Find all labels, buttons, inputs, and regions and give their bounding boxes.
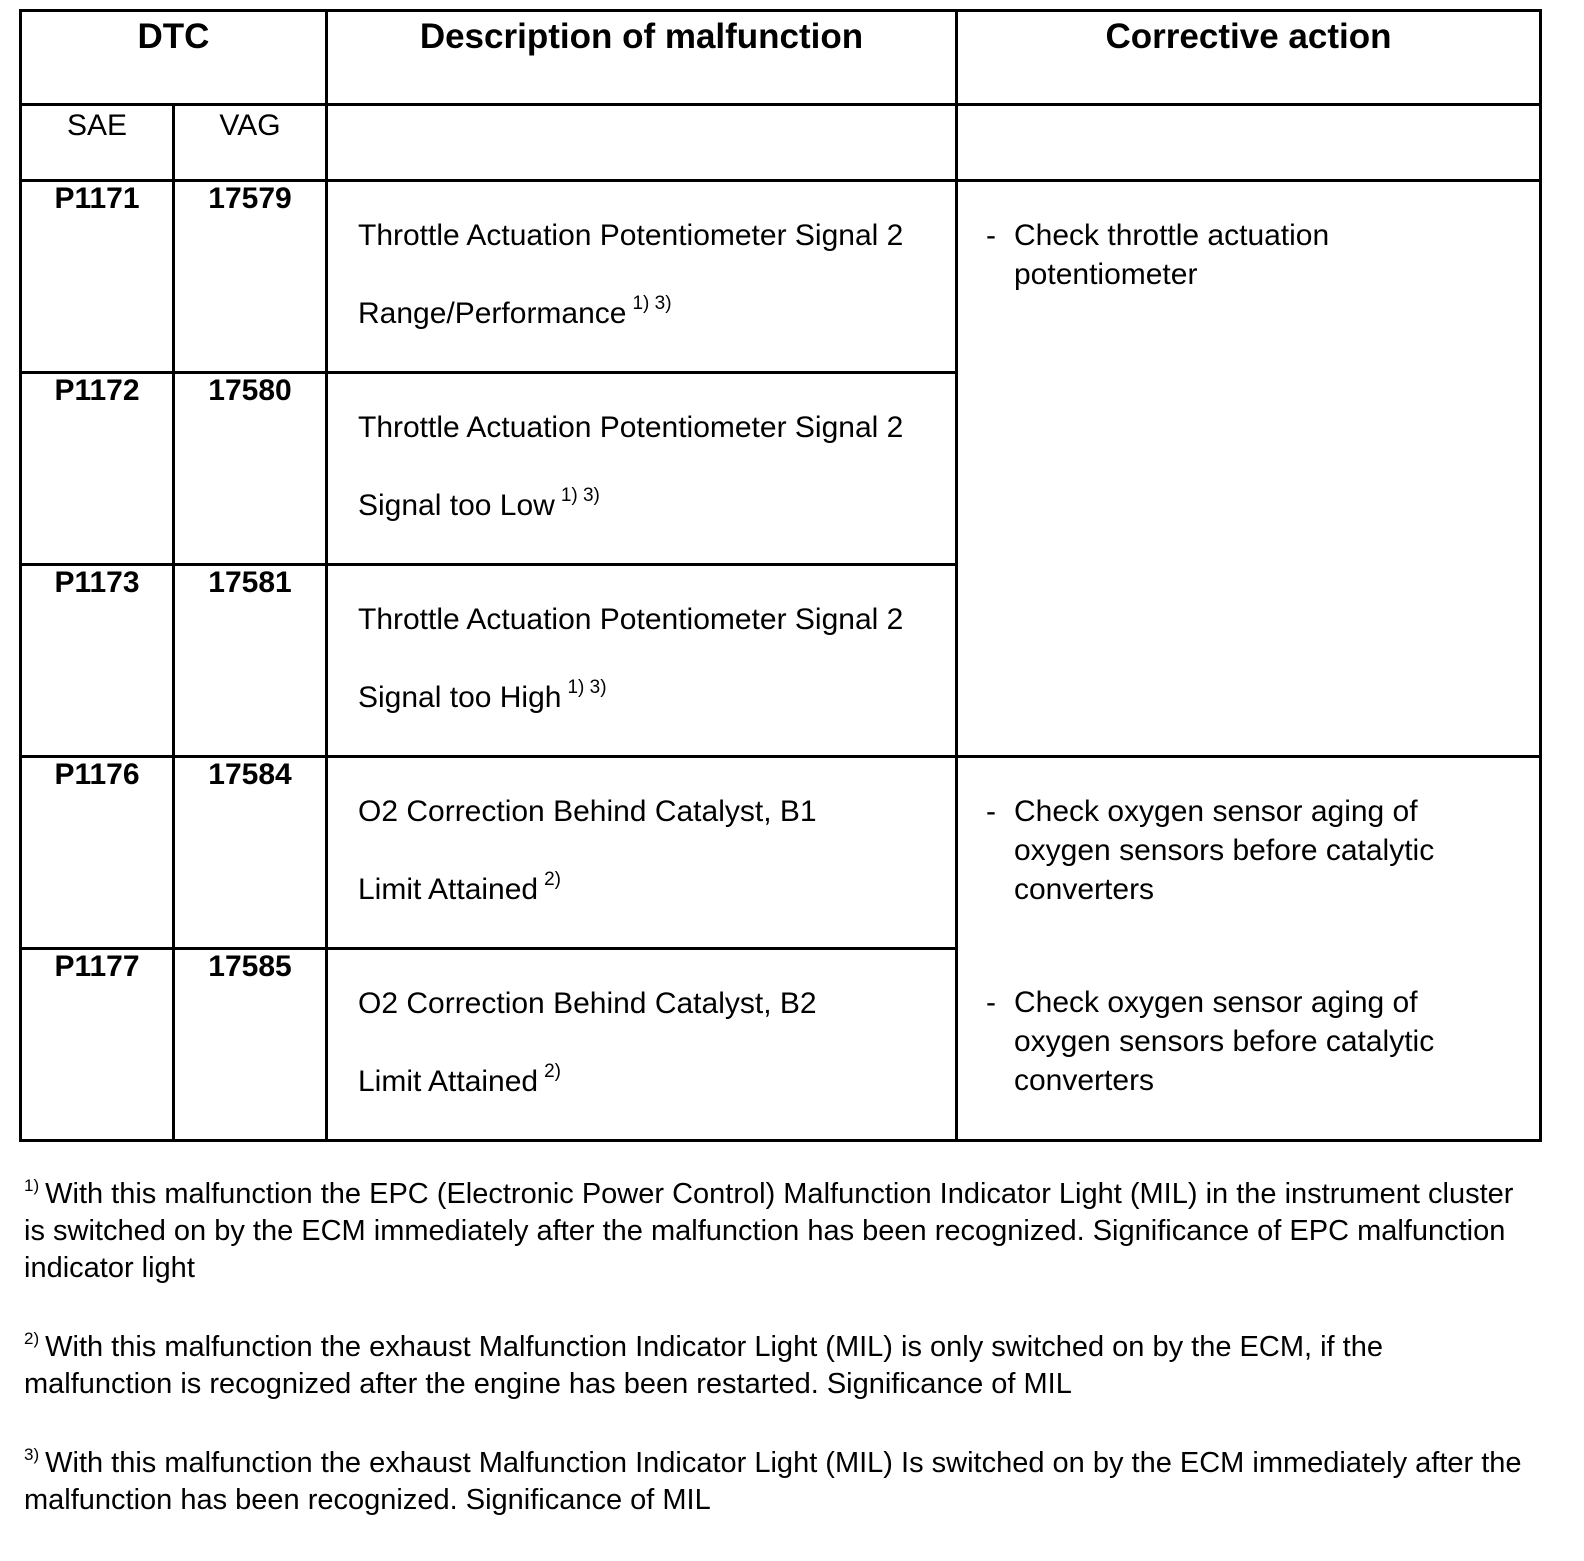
table-row	[21, 181, 1541, 373]
footnote-mark: 3)	[24, 1445, 40, 1464]
action-text: Check oxygen sensor aging of oxygen sensors before catalytic converters	[1014, 986, 1435, 1097]
sae-code-cell: P1173	[21, 565, 174, 757]
description-line2: Limit Attained	[358, 1065, 539, 1098]
footnote-mark: 1)	[24, 1176, 40, 1195]
footnotes	[24, 1176, 1524, 1561]
description-cell	[327, 565, 957, 757]
footnote-1	[24, 1176, 1524, 1287]
footnote-text: With this malfunction the exhaust Malfunction Indicator Light (MIL) is only switched on by the ECM, if the malfunction is recognized after the engine has been restarted. Significance of MIL	[24, 1331, 1383, 1400]
vag-code-cell: 17585	[174, 949, 327, 1141]
sae-code-cell: P1172	[21, 373, 174, 565]
subheader-vag: VAG	[174, 105, 327, 181]
description-line1: Throttle Actuation Potentiometer Signal 2	[358, 219, 904, 252]
action-cell-oxygen	[957, 757, 1541, 1141]
footnote-text: With this malfunction the exhaust Malfunction Indicator Light (MIL) Is switched on by the ECM immediately after the malfunction has been recognized. Significance of MIL	[24, 1447, 1522, 1516]
vag-code-cell: 17579	[174, 181, 327, 373]
vag-code-cell: 17581	[174, 565, 327, 757]
header-description: Description of malfunction	[327, 11, 957, 105]
footnote-3	[24, 1445, 1524, 1519]
description-cell	[327, 757, 957, 949]
footnote-ref: 2)	[544, 1061, 562, 1082]
description-line1: O2 Correction Behind Catalyst, B2	[358, 987, 817, 1020]
bullet-dash: -	[986, 986, 996, 1019]
description-cell	[327, 181, 957, 373]
footnote-ref: 1) 3)	[567, 677, 607, 698]
subheader-empty-description	[327, 105, 957, 181]
dtc-table	[19, 9, 1542, 1142]
description-cell	[327, 949, 957, 1141]
header-corrective-action: Corrective action	[957, 11, 1541, 105]
sae-code-cell: P1171	[21, 181, 174, 373]
header-dtc: DTC	[21, 11, 327, 105]
subheader-row	[21, 105, 1541, 181]
vag-code-cell: 17580	[174, 373, 327, 565]
footnote-ref: 1) 3)	[632, 293, 672, 314]
description-line2: Signal too High	[358, 681, 562, 714]
action-text: Check throttle actuation potentiometer	[1014, 219, 1330, 291]
header-row	[21, 11, 1541, 105]
description-line2: Range/Performance	[358, 297, 627, 330]
action-cell-throttle	[957, 181, 1541, 757]
subheader-sae: SAE	[21, 105, 174, 181]
footnote-ref: 1) 3)	[560, 485, 600, 506]
bullet-dash: -	[986, 219, 996, 252]
vag-code-cell: 17584	[174, 757, 327, 949]
footnote-2	[24, 1329, 1524, 1403]
table-row	[21, 757, 1541, 949]
subheader-empty-action	[957, 105, 1541, 181]
description-line1: O2 Correction Behind Catalyst, B1	[358, 795, 817, 828]
description-line1: Throttle Actuation Potentiometer Signal 2	[358, 603, 904, 636]
description-line2: Limit Attained	[358, 873, 539, 906]
sae-code-cell: P1176	[21, 757, 174, 949]
footnote-mark: 2)	[24, 1329, 40, 1348]
description-line1: Throttle Actuation Potentiometer Signal 2	[358, 411, 904, 444]
footnote-text: With this malfunction the EPC (Electronic Power Control) Malfunction Indicator Light (MIL) in the instrument cluster is switched on by the ECM immediately after the malfunction has been recognized. Significance of EPC malfunction indicator light	[24, 1178, 1514, 1284]
sae-code-cell: P1177	[21, 949, 174, 1141]
description-line2: Signal too Low	[358, 489, 555, 522]
action-text: Check oxygen sensor aging of oxygen sensors before catalytic converters	[1014, 795, 1435, 906]
bullet-dash: -	[986, 795, 996, 828]
description-cell	[327, 373, 957, 565]
footnote-ref: 2)	[544, 869, 562, 890]
